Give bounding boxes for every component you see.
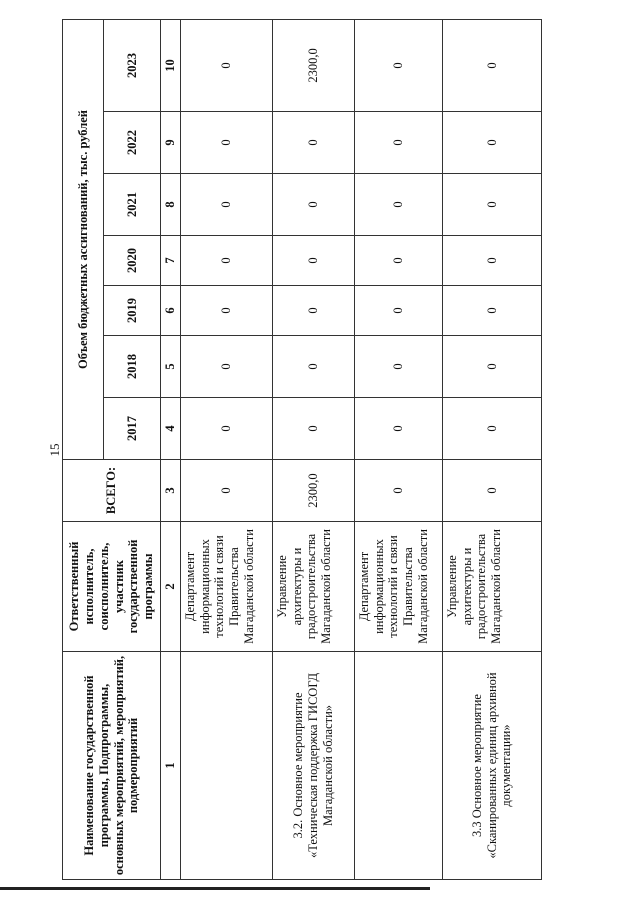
row-value: 0	[442, 336, 541, 398]
header-year: 2018	[104, 336, 161, 398]
row-value: 0	[354, 112, 442, 174]
row-total: 0	[354, 460, 442, 522]
row-executor: Управление архитектуры и градостроительства Магаданской области	[272, 522, 354, 652]
row-value: 0	[354, 398, 442, 460]
table-row	[442, 19, 541, 879]
header-executor: Ответственный исполнитель, соисполнитель, участник государственной программы	[63, 522, 161, 652]
row-value: 0	[180, 19, 272, 111]
header-year: 2019	[104, 286, 161, 336]
column-number: 9	[161, 112, 181, 174]
row-total: 0	[442, 460, 541, 522]
header-year: 2022	[104, 112, 161, 174]
column-number: 8	[161, 174, 181, 236]
header-year: 2020	[104, 236, 161, 286]
row-value: 0	[272, 236, 354, 286]
header-year: 2017	[104, 398, 161, 460]
column-number: 7	[161, 236, 181, 286]
row-value: 0	[354, 286, 442, 336]
column-number: 2	[161, 522, 181, 652]
page-number: 15	[47, 443, 62, 457]
row-executor: Департамент информационных технологий и связи Правительства Магаданской области	[180, 522, 272, 652]
column-number: 6	[161, 286, 181, 336]
row-value: 0	[180, 398, 272, 460]
row-value: 0	[272, 286, 354, 336]
table-row	[354, 19, 442, 879]
bottom-rule	[0, 887, 430, 890]
row-value: 0	[354, 174, 442, 236]
header-total: ВСЕГО:	[63, 460, 161, 522]
header-row-group	[63, 19, 104, 879]
row-value: 0	[180, 236, 272, 286]
row-value: 0	[180, 174, 272, 236]
table-row	[272, 19, 354, 879]
table-row	[180, 19, 272, 879]
row-value: 0	[272, 112, 354, 174]
row-value: 0	[272, 336, 354, 398]
column-number: 1	[161, 652, 181, 880]
column-number: 5	[161, 336, 181, 398]
row-value: 0	[180, 112, 272, 174]
header-year: 2023	[104, 19, 161, 111]
row-value: 0	[354, 19, 442, 111]
row-name	[354, 652, 442, 880]
row-total: 2300,0	[272, 460, 354, 522]
header-budget-group: Объем бюджетных ассигнований, тыс. рублей	[63, 19, 104, 459]
row-executor: Департамент информационных технологий и связи Правительства Магаданской области	[354, 522, 442, 652]
row-value: 0	[442, 19, 541, 111]
column-number-row	[161, 19, 181, 879]
row-value: 2300,0	[272, 19, 354, 111]
row-name: 3.3 Основное мероприятие «Сканированных единиц архивной документации»	[442, 652, 541, 880]
row-total: 0	[180, 460, 272, 522]
row-value: 0	[180, 336, 272, 398]
row-value: 0	[272, 398, 354, 460]
row-name	[180, 652, 272, 880]
row-value: 0	[442, 286, 541, 336]
row-value: 0	[354, 336, 442, 398]
row-value: 0	[272, 174, 354, 236]
row-value: 0	[442, 398, 541, 460]
rotated-table-wrapper	[62, 20, 542, 880]
row-value: 0	[442, 174, 541, 236]
row-value: 0	[442, 236, 541, 286]
header-name: Наименование государственной программы, Подпрограммы, основных мероприятий, мероприятий, подмероприятий	[63, 652, 161, 880]
row-value: 0	[180, 286, 272, 336]
row-name: 3.2. Основное мероприятие «Техническая поддержка ГИСОГД Магаданской области»	[272, 652, 354, 880]
header-year: 2021	[104, 174, 161, 236]
budget-table	[62, 19, 542, 880]
row-executor: Управление архитектуры и градостроительства Магаданской области	[442, 522, 541, 652]
column-number: 4	[161, 398, 181, 460]
column-number: 10	[161, 19, 181, 111]
row-value: 0	[442, 112, 541, 174]
column-number: 3	[161, 460, 181, 522]
row-value: 0	[354, 236, 442, 286]
